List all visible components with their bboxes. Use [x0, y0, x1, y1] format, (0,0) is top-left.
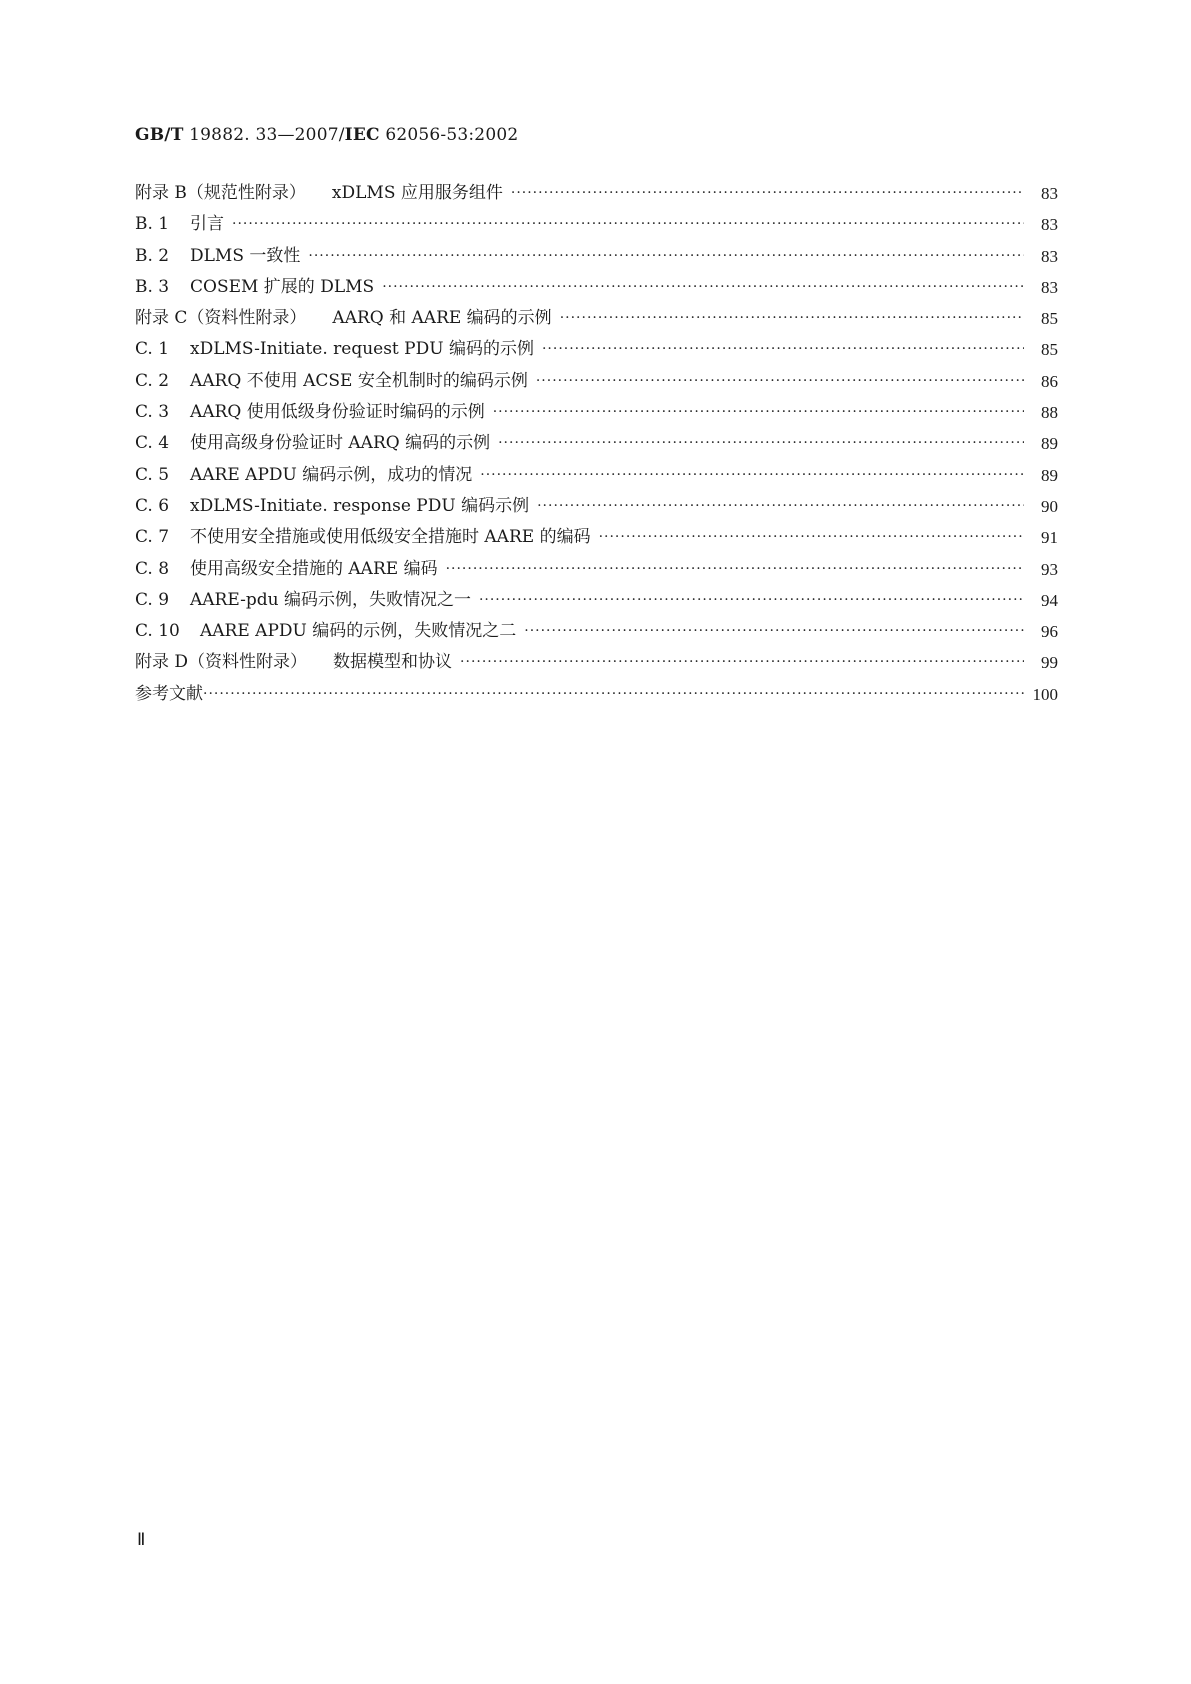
toc-entry-number: B. 2	[135, 245, 170, 266]
toc-dot-leader	[511, 178, 1024, 209]
toc-entry[interactable]	[135, 679, 1058, 710]
toc-entry-title: COSEM 扩展的 DLMS	[190, 276, 375, 297]
toc-entry-number: 参考文献	[135, 683, 203, 704]
page-number-footer: Ⅱ	[137, 1530, 146, 1549]
toc-entry-title: AARE APDU 编码的示例，失败情况之二	[200, 621, 517, 642]
toc-entry-title: AARE APDU 编码示例，成功的情况	[190, 464, 473, 485]
toc-entry-page: 88	[1041, 403, 1058, 423]
toc-entry[interactable]	[135, 397, 1058, 428]
toc-entry-page: 89	[1041, 434, 1058, 454]
toc-entry[interactable]	[135, 272, 1058, 303]
toc-entry-number: C. 2	[135, 370, 170, 391]
toc-entry-number: C. 8	[135, 558, 170, 579]
toc-dot-leader	[493, 397, 1024, 428]
toc-entry-number: C. 7	[135, 527, 170, 548]
toc-entry[interactable]	[135, 616, 1058, 647]
toc-entry-page: 96	[1041, 622, 1058, 642]
toc-entry-title: 不使用安全措施或使用低级安全措施时 AARE 的编码	[190, 527, 591, 548]
toc-entry-title: AARQ 使用低级身份验证时编码的示例	[190, 402, 485, 423]
toc-entry-title: 数据模型和协议	[333, 652, 453, 673]
toc-entry-number: 附录 B（规范性附录）	[135, 183, 306, 203]
toc-dot-leader	[480, 460, 1024, 491]
toc-entry[interactable]	[135, 334, 1058, 365]
toc-entry-page: 89	[1041, 465, 1058, 485]
toc-dot-leader	[446, 554, 1024, 585]
toc-entry-number: C. 6	[135, 495, 170, 516]
toc-entry-number: C. 4	[135, 433, 170, 454]
toc-entry-number: B. 1	[135, 214, 170, 235]
toc-entry-title: 引言	[190, 214, 224, 235]
toc-entry[interactable]	[135, 647, 1058, 678]
toc-entry-page: 83	[1041, 215, 1058, 235]
toc-entry-page: 91	[1041, 528, 1058, 548]
toc-entry-number: C. 1	[135, 339, 170, 360]
toc-entry-page: 94	[1041, 590, 1058, 610]
table-of-contents	[135, 178, 1058, 710]
toc-entry-number: B. 3	[135, 276, 170, 297]
toc-entry-page: 99	[1041, 653, 1058, 673]
toc-entry-page: 83	[1041, 277, 1058, 297]
toc-dot-leader	[460, 647, 1024, 678]
toc-entry-title: AARQ 和 AARE 编码的示例	[332, 308, 552, 329]
toc-entry[interactable]	[135, 460, 1058, 491]
toc-entry[interactable]	[135, 428, 1058, 459]
toc-entry-number: C. 5	[135, 464, 170, 485]
toc-entry-page: 85	[1041, 340, 1058, 360]
toc-entry[interactable]	[135, 491, 1058, 522]
toc-entry[interactable]	[135, 178, 1058, 209]
toc-entry-page: 85	[1041, 309, 1058, 329]
toc-dot-leader	[203, 679, 1024, 710]
toc-dot-leader	[537, 491, 1024, 522]
toc-entry[interactable]	[135, 241, 1058, 272]
toc-entry-page: 93	[1041, 559, 1058, 579]
toc-entry-page: 83	[1041, 246, 1058, 266]
document-header	[135, 125, 518, 145]
toc-entry-title: AARE-pdu 编码示例，失败情况之一	[190, 589, 471, 610]
toc-dot-leader	[560, 303, 1024, 334]
toc-entry-page: 83	[1041, 184, 1058, 203]
toc-entry-title: xDLMS-Initiate. response PDU 编码示例	[190, 495, 530, 516]
toc-entry[interactable]	[135, 522, 1058, 553]
iec-number: 62056-53:2002	[379, 125, 519, 145]
toc-entry-page: 100	[1032, 684, 1058, 704]
toc-entry-title: xDLMS 应用服务组件	[331, 183, 503, 203]
toc-entry-page: 90	[1041, 496, 1058, 516]
toc-dot-leader	[524, 616, 1024, 647]
toc-entry-title: xDLMS-Initiate. request PDU 编码的示例	[190, 339, 534, 360]
toc-entry-number: 附录 C（资料性附录）	[135, 308, 307, 329]
toc-dot-leader	[542, 334, 1024, 365]
iec-prefix: IEC	[344, 125, 380, 145]
toc-entry[interactable]	[135, 303, 1058, 334]
standard-number: 19882. 33—2007/	[183, 125, 345, 145]
toc-dot-leader	[599, 522, 1024, 553]
toc-dot-leader	[382, 272, 1024, 303]
toc-entry-title: 使用高级安全措施的 AARE 编码	[190, 558, 438, 579]
toc-entry[interactable]	[135, 585, 1058, 616]
toc-entry[interactable]	[135, 366, 1058, 397]
toc-entry-page: 86	[1041, 371, 1058, 391]
toc-entry-number: C. 10	[135, 621, 180, 642]
toc-dot-leader	[232, 209, 1024, 240]
toc-dot-leader	[498, 428, 1024, 459]
toc-entry[interactable]	[135, 554, 1058, 585]
toc-entry-number: C. 9	[135, 589, 170, 610]
toc-entry-number: 附录 D（资料性附录）	[135, 652, 308, 673]
toc-entry-number: C. 3	[135, 402, 170, 423]
standard-prefix: GB/T	[135, 125, 184, 145]
toc-entry[interactable]	[135, 209, 1058, 240]
toc-dot-leader	[479, 585, 1024, 616]
toc-entry-title: 使用高级身份验证时 AARQ 编码的示例	[190, 433, 491, 454]
toc-entry-title: DLMS 一致性	[190, 245, 301, 266]
toc-dot-leader	[308, 241, 1024, 272]
toc-dot-leader	[536, 366, 1024, 397]
toc-entry-title: AARQ 不使用 ACSE 安全机制时的编码示例	[190, 370, 528, 391]
